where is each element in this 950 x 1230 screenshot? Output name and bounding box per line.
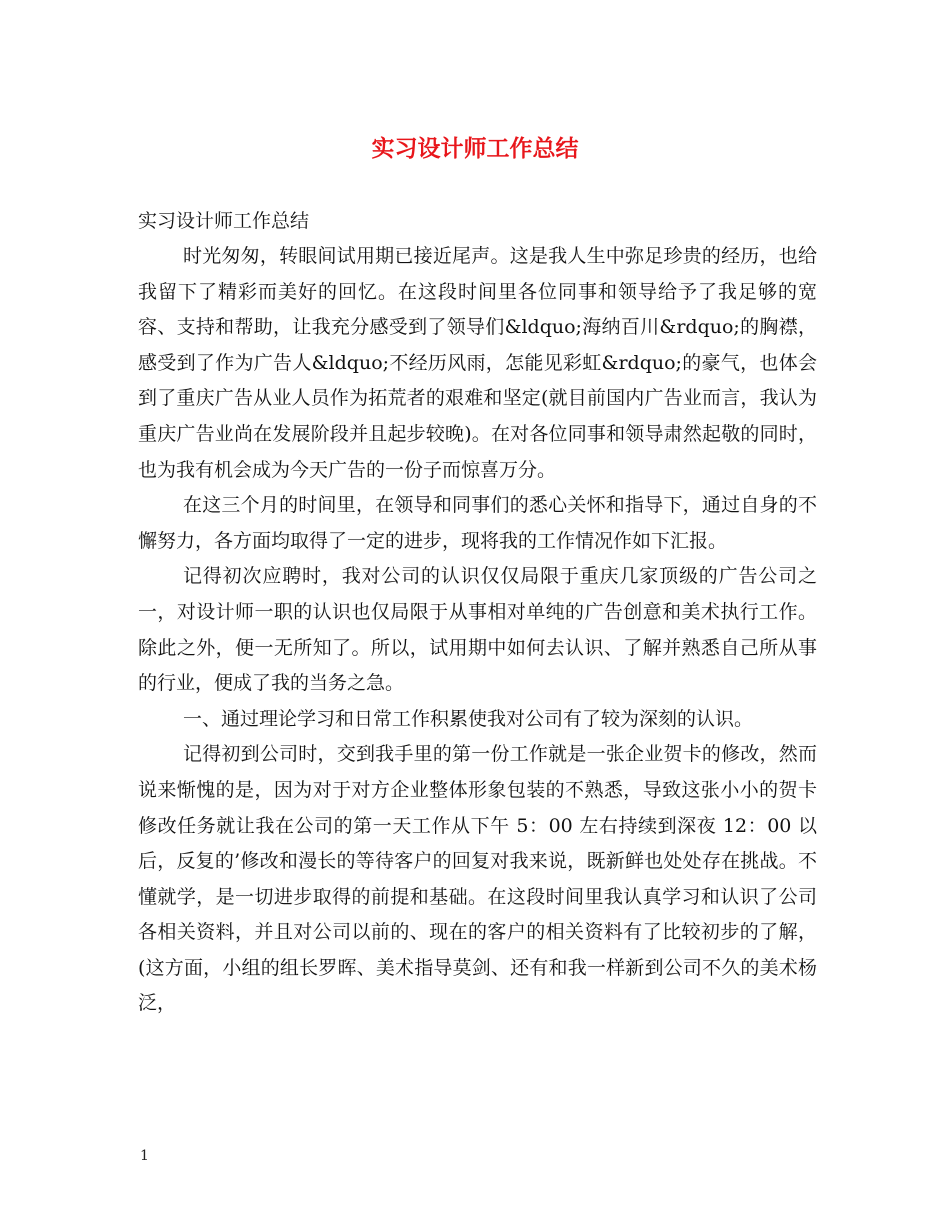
paragraph-1: 时光匆匆，转眼间试用期已接近尾声。这是我人生中弥足珍贵的经历，也给我留下了精彩而美好的回忆。在这段时间里各位同事和领导给予了我足够的宽容、支持和帮助，让我充分感受到了领导们&ldquo;海纳百川&rdquo;的胸襟，感受到了作为广告人&ldquo;不经历风雨，怎能见彩虹&rdquo;的豪气，也体会到了重庆广告从业人员作为拓荒者的艰难和坚定(就目前国内广告业而言，我认为重庆广告业尚在发展阶段并且起步较晚)。在对各位同事和领导肃然起敬的同时，也为我有机会成为今天广告的一份子而惊喜万分。 [138, 245, 817, 481]
paragraph-4-section-heading: 一、通过理论学习和日常工作积累使我对公司有了较为深刻的认识。 [183, 707, 754, 730]
paragraph-2: 在这三个月的时间里，在领导和同事们的悉心关怀和指导下，通过自身的不懈努力，各方面均取得了一定的进步，现将我的工作情况作如下汇报。 [138, 494, 817, 552]
document-subtitle: 实习设计师工作总结 [138, 210, 310, 232]
document-title: 实习设计师工作总结 [371, 135, 579, 162]
page-number: 1 [140, 1148, 149, 1164]
paragraph-5: 记得初到公司时，交到我手里的第一份工作就是一张企业贺卡的修改，然而说来惭愧的是，因为对于对方企业整体形象包装的不熟悉，导致这张小小的贺卡修改任务就让我在公司的第一天工作从下午 5：00 左右持续到深夜 12：00 以后，反复的’修改和漫长的等待客户的回复对我来说，既新鲜也处处存在挑战。不懂就学，是一切进步取得的前提和基础。在这段时间里我认真学习和认识了公司各相关资料，并且对公司以前的、现在的客户的相关资料有了比较初步的了解，(这方面，小组的组长罗晖、美术指导莫剑、还有和我一样新到公司不久的美术杨泛， [138, 743, 817, 1015]
paragraph-3: 记得初次应聘时，我对公司的认识仅仅局限于重庆几家顶级的广告公司之一，对设计师一职的认识也仅局限于从事相对单纯的广告创意和美术执行工作。除此之外，便一无所知了。所以，试用期中如何去认识、了解并熟悉自己所从事的行业，便成了我的当务之急。 [138, 565, 817, 695]
document-body [138, 204, 817, 1022]
